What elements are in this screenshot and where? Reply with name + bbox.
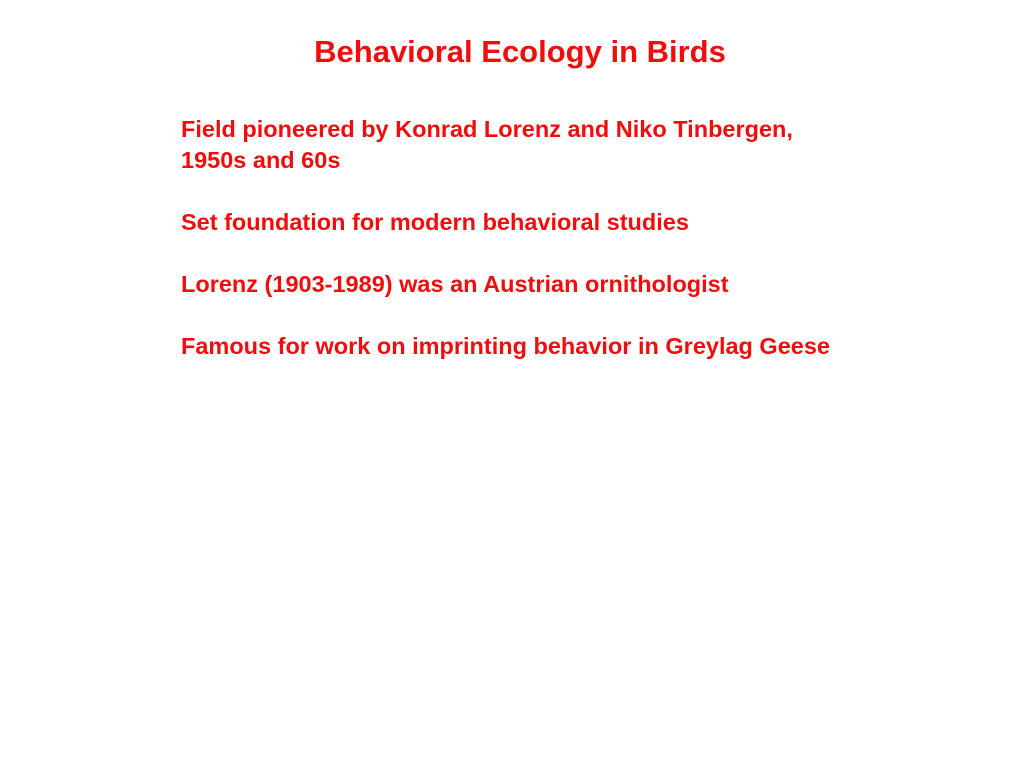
paragraph-line: Famous for work on imprinting behavior in Greylag Geese <box>181 333 830 359</box>
paragraph-lorenz <box>181 269 961 300</box>
paragraph-foundation <box>181 207 961 238</box>
paragraph-imprinting <box>181 331 961 362</box>
paragraph-line: Lorenz (1903-1989) was an Austrian ornithologist <box>181 271 729 297</box>
slide-body <box>181 114 961 393</box>
paragraph-line: Field pioneered by Konrad Lorenz and Niko Tinbergen, <box>181 116 793 142</box>
slide-title: Behavioral Ecology in Birds <box>314 34 726 69</box>
paragraph-line: 1950s and 60s <box>181 147 341 173</box>
paragraph-line: Set foundation for modern behavioral studies <box>181 209 689 235</box>
paragraph-pioneers <box>181 114 961 176</box>
